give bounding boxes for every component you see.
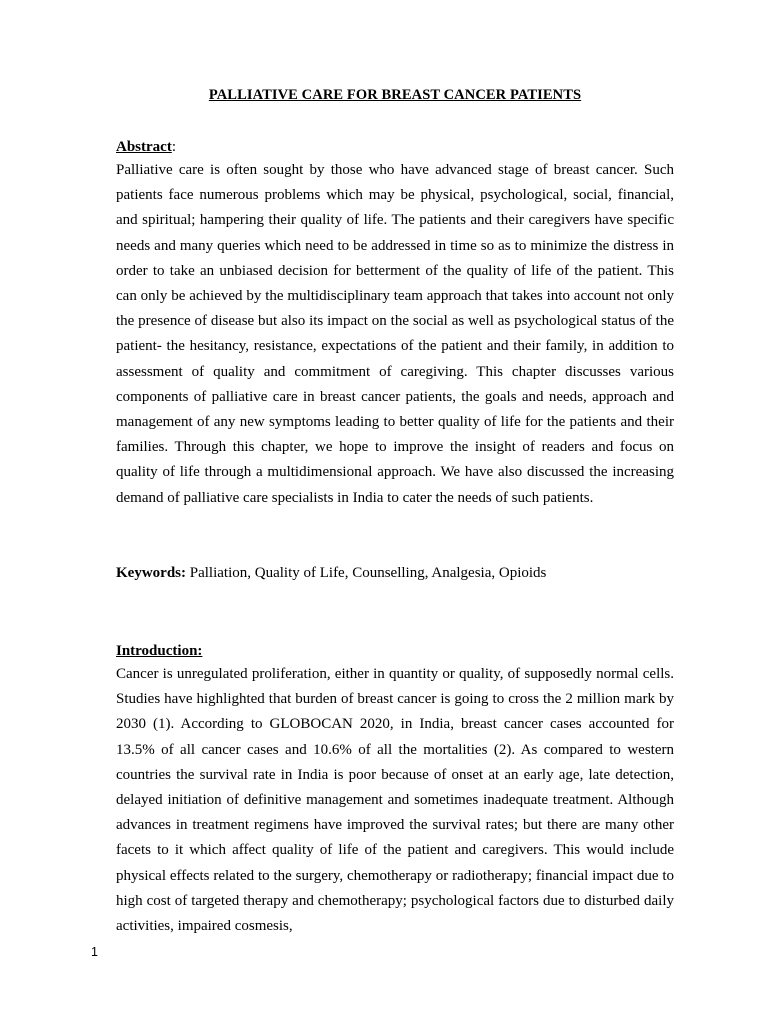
- introduction-paragraph: Cancer is unregulated proliferation, either in quantity or quality, of supposedly normal cells. Studies have highlighted that burden of breast cancer is going to cross the 2 million mark by 2030 (1). According to GLOBOCAN 2020, in India, breast cancer cases accounted for 13.5% of all cancer cases and 10.6% of all the mortalities (2). As compared to western countries the survival rate in India is poor because of onset at an early age, late detection, delayed initiation of definitive management and sometimes inadequate treatment. Although advances in treatment regimens have improved the survival rates; but there are many other facets to it which affect quality of life of the patient and caregivers. This would include physical effects related to the surgery, chemotherapy or radiotherapy; financial impact due to high cost of targeted therapy and chemotherapy; psychological factors due to disturbed daily activities, impaired cosmesis,: [116, 666, 674, 935]
- introduction-section: [116, 640, 674, 939]
- abstract-heading: Abstract: [116, 139, 172, 155]
- abstract-section: [116, 136, 674, 511]
- introduction-heading: Introduction:: [116, 643, 203, 659]
- page-number: 1: [91, 945, 98, 959]
- keywords-line: [116, 565, 674, 582]
- keywords-text: Palliation, Quality of Life, Counselling, Analgesia, Opioids: [186, 565, 547, 581]
- keywords-label: Keywords:: [116, 565, 186, 581]
- abstract-paragraph: Palliative care is often sought by those who have advanced stage of breast cancer. Such patients face numerous problems which may be physical, psychological, social, financial, and spiritual; hampering their quality of life. The patients and their caregivers have specific needs and many queries which need to be addressed in time so as to minimize the distress in order to take an unbiased decision for betterment of the quality of life of the patient. This can only be achieved by the multidisciplinary team approach that takes into account not only the presence of disease but also its impact on the social as well as psychological status of the patient- the hesitancy, resistance, expectations of the patient and their family, in addition to assessment of quality and commitment of caregiving. This chapter discusses various components of palliative care in breast cancer patients, the goals and needs, approach and management of any new symptoms leading to better quality of life for the patients and their families. Through this chapter, we hope to improve the insight of readers and focus on quality of life through a multidimensional approach. We have also discussed the increasing demand of palliative care specialists in India to cater the needs of such patients.: [116, 162, 674, 506]
- document-title: PALLIATIVE CARE FOR BREAST CANCER PATIENTS: [208, 87, 582, 103]
- abstract-heading-colon: :: [171, 139, 176, 155]
